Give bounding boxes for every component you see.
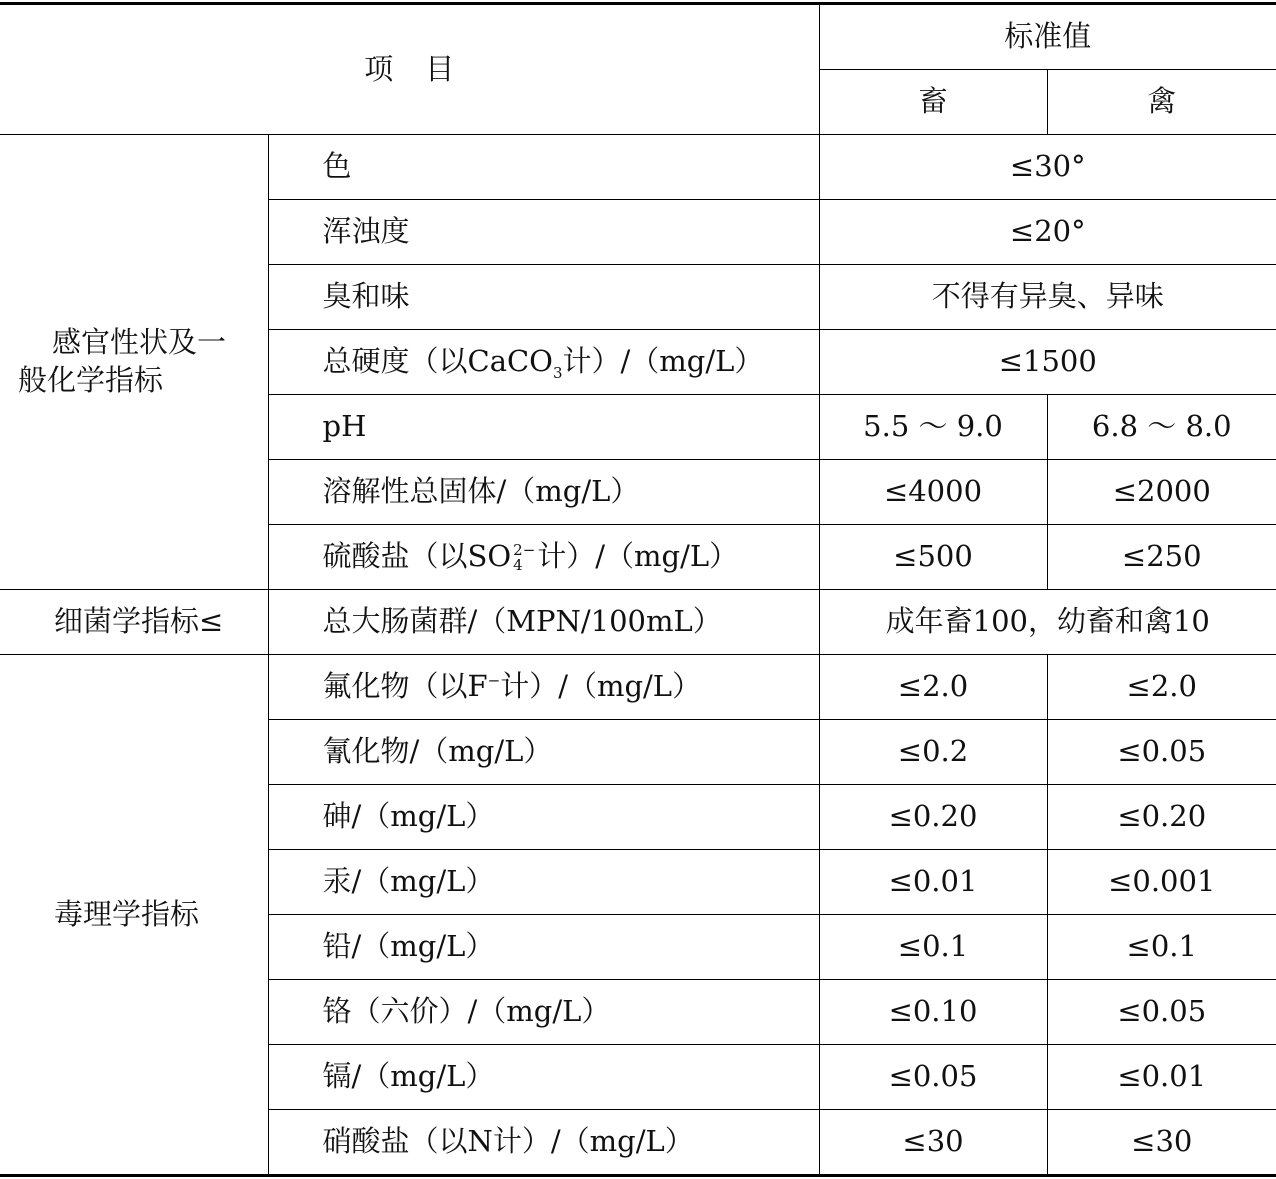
- header-row-1: [0, 4, 1276, 70]
- row-livestock-cadmium: ≤0.05: [819, 1045, 1047, 1110]
- row-value-odor: 不得有异臭、异味: [819, 265, 1276, 330]
- row-name-cadmium: 镉/（mg/L）: [268, 1045, 819, 1110]
- row-livestock-arsenic: ≤0.20: [819, 785, 1047, 850]
- row-name-coliform: 总大肠菌群/（MPN/100mL）: [268, 590, 819, 655]
- table-row: [0, 590, 1276, 655]
- header-standard: 标准值: [819, 4, 1276, 70]
- row-livestock-lead: ≤0.1: [819, 915, 1047, 980]
- row-livestock-cyanide: ≤0.2: [819, 720, 1047, 785]
- header-item-b: 目: [425, 51, 455, 86]
- sulfate-name-sup: 2−: [513, 541, 536, 560]
- sulfate-name-pre: 硫酸盐（以SO: [322, 539, 512, 574]
- row-livestock-nitrate: ≤30: [819, 1110, 1047, 1176]
- row-poultry-chromium: ≤0.05: [1047, 980, 1276, 1045]
- row-value-coliform: 成年畜100，幼畜和禽10: [819, 590, 1276, 655]
- row-livestock-chromium: ≤0.10: [819, 980, 1047, 1045]
- row-name-mercury: 汞/（mg/L）: [268, 850, 819, 915]
- row-name-color: 色: [268, 135, 819, 200]
- row-name-chromium: 铬（六价）/（mg/L）: [268, 980, 819, 1045]
- row-poultry-fluoride: ≤2.0: [1047, 655, 1276, 720]
- row-poultry-cyanide: ≤0.05: [1047, 720, 1276, 785]
- table-row: [0, 135, 1276, 200]
- row-name-sulfate: [268, 525, 819, 590]
- header-poultry: 禽: [1047, 70, 1276, 135]
- row-livestock-mercury: ≤0.01: [819, 850, 1047, 915]
- hardness-name-pre: 总硬度（以CaCO: [322, 344, 553, 379]
- row-name-ph: pH: [268, 395, 819, 460]
- row-name-tds: 溶解性总固体/（mg/L）: [268, 460, 819, 525]
- row-name-turbidity: 浑浊度: [268, 200, 819, 265]
- row-livestock-sulfate: ≤500: [819, 525, 1047, 590]
- sulfate-name-post: 计）/（mg/L）: [537, 539, 739, 574]
- group-sensory: 感官性状及一般化学指标: [0, 135, 268, 590]
- row-name-cyanide: 氰化物/（mg/L）: [268, 720, 819, 785]
- row-poultry-cadmium: ≤0.01: [1047, 1045, 1276, 1110]
- row-poultry-nitrate: ≤30: [1047, 1110, 1276, 1176]
- row-name-fluoride: [268, 655, 819, 720]
- row-poultry-arsenic: ≤0.20: [1047, 785, 1276, 850]
- row-livestock-tds: ≤4000: [819, 460, 1047, 525]
- water-quality-standard-table: [0, 2, 1276, 1177]
- fluoride-name-sup: −: [487, 671, 501, 690]
- row-name-nitrate: 硝酸盐（以N计）/（mg/L）: [268, 1110, 819, 1176]
- row-poultry-ph: 6.8 ～ 8.0: [1047, 395, 1276, 460]
- group-bacteria: 细菌学指标≤: [0, 590, 268, 655]
- row-livestock-fluoride: ≤2.0: [819, 655, 1047, 720]
- fluoride-name-post: 计）/（mg/L）: [500, 669, 702, 704]
- hardness-name-post: 计）/（mg/L）: [562, 344, 764, 379]
- row-poultry-lead: ≤0.1: [1047, 915, 1276, 980]
- row-value-turbidity: ≤20°: [819, 200, 1276, 265]
- row-name-lead: 铅/（mg/L）: [268, 915, 819, 980]
- row-livestock-ph: 5.5 ～ 9.0: [819, 395, 1047, 460]
- row-poultry-sulfate: ≤250: [1047, 525, 1276, 590]
- row-poultry-tds: ≤2000: [1047, 460, 1276, 525]
- row-poultry-mercury: ≤0.001: [1047, 850, 1276, 915]
- hardness-name-sub: 3: [552, 363, 563, 382]
- row-name-arsenic: 砷/（mg/L）: [268, 785, 819, 850]
- fluoride-name-pre: 氟化物（以F: [322, 669, 488, 704]
- group-toxic: 毒理学指标: [0, 655, 268, 1176]
- row-name-hardness: [268, 330, 819, 395]
- sulfate-name-sub: 4: [513, 556, 523, 575]
- header-item-a: 项: [364, 51, 394, 86]
- row-value-hardness: ≤1500: [819, 330, 1276, 395]
- row-name-odor: 臭和味: [268, 265, 819, 330]
- row-value-color: ≤30°: [819, 135, 1276, 200]
- sulfate-charge: [513, 543, 535, 573]
- header-item: [0, 4, 819, 135]
- header-livestock: 畜: [819, 70, 1047, 135]
- table-row: [0, 655, 1276, 720]
